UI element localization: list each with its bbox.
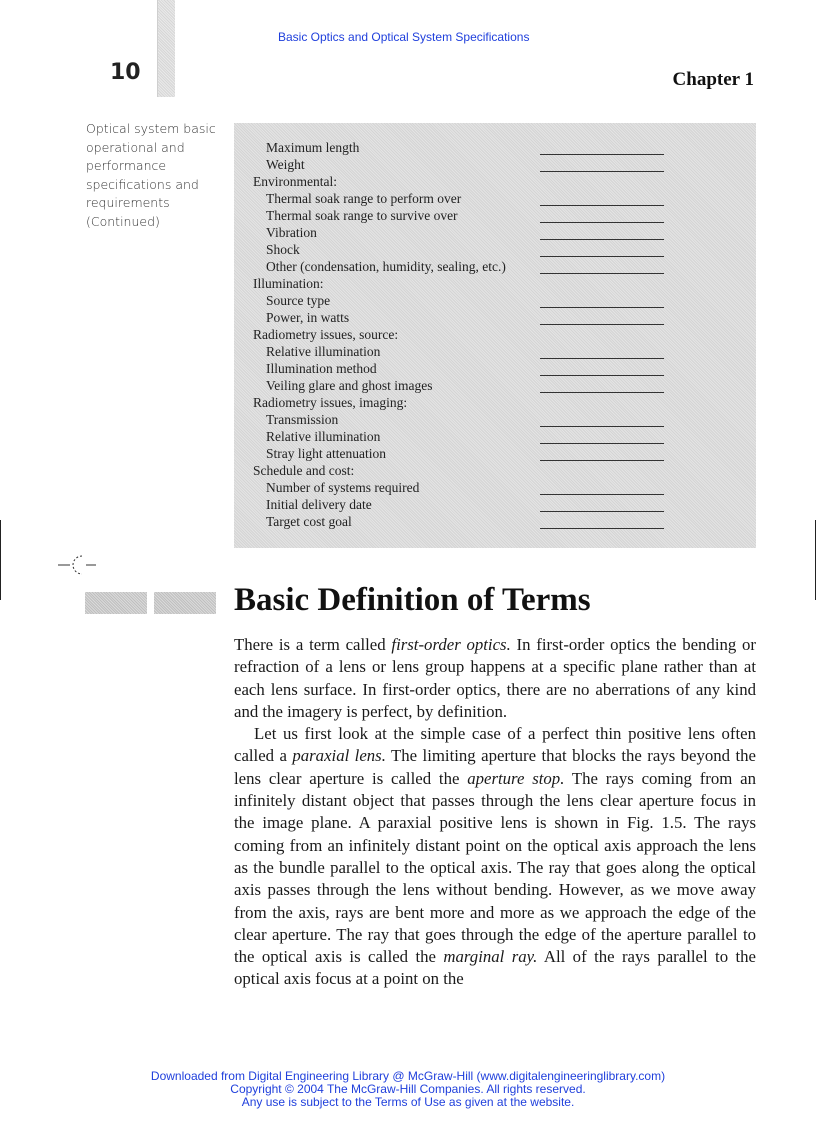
footer-line-2: Copyright © 2004 The McGraw-Hill Companies. All rights reserved. xyxy=(230,1082,586,1096)
running-head: Basic Optics and Optical System Specifications xyxy=(278,30,530,44)
spec-blank-line xyxy=(540,307,664,308)
spec-row xyxy=(234,310,756,327)
spec-row xyxy=(234,497,756,514)
spec-item-label: Veiling glare and ghost images xyxy=(266,378,433,393)
spec-item-label: Source type xyxy=(266,293,331,308)
spec-blank-line xyxy=(540,443,664,444)
spec-item-label: Maximum length xyxy=(266,140,360,155)
italic-term: marginal ray. xyxy=(443,947,538,967)
spec-row xyxy=(234,480,756,497)
spec-blank-line xyxy=(540,273,664,274)
footer xyxy=(0,1070,816,1109)
spec-item-label: Power, in watts xyxy=(266,310,350,325)
spec-row xyxy=(234,191,756,208)
spec-row xyxy=(234,412,756,429)
spec-row xyxy=(234,327,756,344)
spec-blank-line xyxy=(540,426,664,427)
spec-blank-line xyxy=(540,392,664,393)
spec-row xyxy=(234,208,756,225)
table-caption: Optical system basic operational and performance specifications and requirements (Continued) xyxy=(86,121,216,229)
body-run: The rays coming from an infinitely distant object that passes through the lens clear aperture focus in the image plane. A paraxial positive lens is shown in Fig. 1.5. The rays coming from an infinitely distant point on the optical axis approach the lens as the bundle parallel to the optical axis. The ray that goes along the optical axis passes through the lens without bending. However, as we move away from the axis, rays are bent more and more as we approach the edge of the clear aperture. The ray that goes through the edge of the aperture parallel to the optical axis is called the xyxy=(234,768,756,967)
spec-item-label: Thermal soak range to perform over xyxy=(266,191,462,206)
spec-blank-line xyxy=(540,511,664,512)
footer-line-1: Downloaded from Digital Engineering Library @ McGraw-Hill (www.digitalengineeringlibrary.com) xyxy=(150,1069,666,1083)
spec-group-label: Schedule and cost: xyxy=(253,463,355,478)
spec-item-label: Transmission xyxy=(266,412,339,427)
spec-group-label: Environmental: xyxy=(253,174,337,189)
heading-tint-band-2 xyxy=(154,592,216,614)
body-run: All of the rays parallel to the optical axis focus at a point on the xyxy=(234,947,757,989)
body-run: There is a term called xyxy=(234,635,392,654)
spec-blank-line xyxy=(540,494,664,495)
body-run: Let us first look at the simple case of a perfect thin positive lens often called a xyxy=(234,724,756,766)
chapter-label: Chapter 1 xyxy=(672,69,754,90)
spec-row xyxy=(234,514,756,531)
spec-blank-line xyxy=(540,222,664,223)
spec-group-label: Illumination: xyxy=(253,276,324,291)
spec-row xyxy=(234,446,756,463)
spec-row xyxy=(234,174,756,191)
spec-item-label: Weight xyxy=(266,157,305,172)
spec-blank-line xyxy=(540,239,664,240)
body-run: In first-order optics the bending or refraction of a lens or lens group happens at a specific plane rather than at each lens surface. In first-order optics, there are no aberrations of any kind and the imagery is perfect, by definition. xyxy=(234,635,757,721)
footer-line-3: Any use is subject to the Terms of Use as given at the website. xyxy=(241,1095,575,1109)
spec-item-label: Shock xyxy=(266,242,300,257)
spec-item-label: Thermal soak range to survive over xyxy=(266,208,458,223)
italic-term: paraxial lens. xyxy=(292,746,386,766)
spec-item-label: Other (condensation, humidity, sealing, etc.) xyxy=(266,259,506,274)
spec-blank-line xyxy=(540,528,664,529)
spec-group-label: Radiometry issues, imaging: xyxy=(253,395,408,410)
body-run: The limiting aperture that blocks the rays beyond the lens clear aperture is called the xyxy=(234,746,756,788)
italic-term: aperture stop. xyxy=(467,768,565,788)
spec-item-label: Stray light attenuation xyxy=(266,446,386,461)
spec-row xyxy=(234,361,756,378)
body-text xyxy=(234,634,756,991)
spec-blank-line xyxy=(540,171,664,172)
spec-blank-line xyxy=(540,324,664,325)
spec-table xyxy=(234,123,756,548)
spec-item-label: Initial delivery date xyxy=(266,497,372,512)
spec-item-label: Number of systems required xyxy=(266,480,420,495)
body-paragraph xyxy=(234,634,756,723)
spec-row xyxy=(234,293,756,310)
registration-mark-icon xyxy=(56,550,100,580)
spec-row xyxy=(234,157,756,174)
spec-item-label: Target cost goal xyxy=(266,514,352,529)
spec-blank-line xyxy=(540,358,664,359)
spec-row xyxy=(234,395,756,412)
spec-group-label: Radiometry issues, source: xyxy=(253,327,399,342)
crop-mark-left xyxy=(0,520,1,600)
heading-tint-band-1 xyxy=(85,592,147,614)
section-heading: Basic Definition of Terms xyxy=(234,582,591,618)
spec-row xyxy=(234,259,756,276)
italic-term: first-order optics. xyxy=(391,635,511,654)
spec-blank-line xyxy=(540,205,664,206)
spec-blank-line xyxy=(540,460,664,461)
spec-row xyxy=(234,378,756,395)
spec-row xyxy=(234,463,756,480)
page-number: 10 xyxy=(110,60,141,85)
spec-item-label: Vibration xyxy=(266,225,317,240)
spec-row xyxy=(234,140,756,157)
spec-row xyxy=(234,242,756,259)
spec-row xyxy=(234,225,756,242)
spec-blank-line xyxy=(540,375,664,376)
spec-blank-line xyxy=(540,256,664,257)
spec-row xyxy=(234,344,756,361)
spec-row xyxy=(234,276,756,293)
spec-item-label: Relative illumination xyxy=(266,429,381,444)
spec-blank-line xyxy=(540,154,664,155)
spec-row xyxy=(234,429,756,446)
body-paragraph xyxy=(234,723,756,991)
spec-item-label: Relative illumination xyxy=(266,344,381,359)
spec-item-label: Illumination method xyxy=(266,361,377,376)
